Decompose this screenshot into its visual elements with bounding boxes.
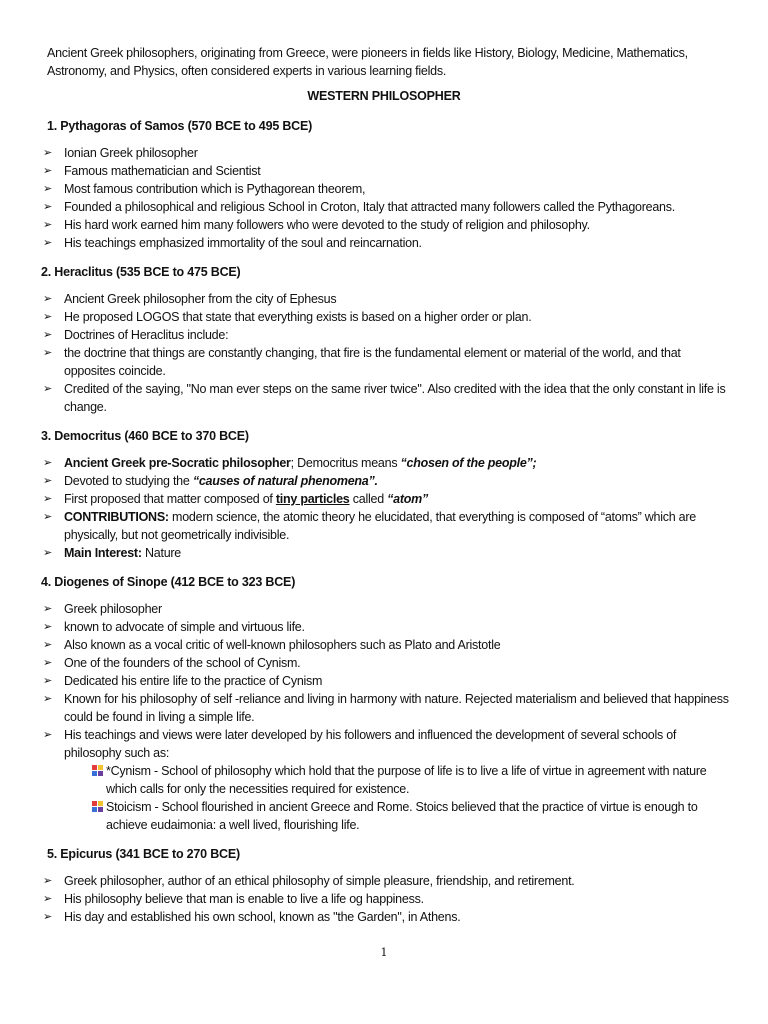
- list-item: ➢ Ancient Greek philosopher from the city of Ephesus: [43, 292, 337, 306]
- bullet-list: [41, 454, 731, 562]
- sub-list-item: Stoicism - School flourished in ancient Greece and Rome. Stoics believed that the practice of virtue is enough to achieve eudaimonia: a well lived, flourishing life.: [64, 798, 731, 834]
- list-item: ➢ Ancient Greek pre-Socratic philosopher; Democritus means “chosen of the people”;: [43, 456, 537, 470]
- intro-paragraph: Ancient Greek philosophers, originating from Greece, were pioneers in fields like History, Biology, Medicine, Mathematics, Astronomy, and Physics, often considered experts in various learning fields.: [47, 46, 688, 78]
- arrow-bullet-icon: ➢: [43, 165, 52, 177]
- list-item: ➢ Dedicated his entire life to the practice of Cynism: [43, 674, 323, 688]
- arrow-bullet-icon: ➢: [43, 475, 52, 487]
- list-item: ➢ His day and established his own school, known as "the Garden", in Athens.: [43, 910, 461, 924]
- arrow-bullet-icon: ➢: [43, 547, 52, 559]
- section-heading: 5. Epicurus (341 BCE to 270 BCE): [47, 847, 240, 861]
- list-item: ➢ First proposed that matter composed of tiny particles called “atom”: [43, 492, 428, 506]
- arrow-bullet-icon: ➢: [43, 893, 52, 905]
- list-item: ➢ Famous mathematician and Scientist: [43, 164, 261, 178]
- list-item: ➢ He proposed LOGOS that state that everything exists is based on a higher order or plan.: [43, 310, 532, 324]
- list-item: ➢ Founded a philosophical and religious School in Croton, Italy that attracted many followers called the Pythagoreans.: [43, 200, 675, 214]
- document-title: WESTERN PHILOSOPHER: [307, 89, 461, 103]
- quadrant-bullet-icon: [92, 765, 103, 776]
- list-item: ➢ Most famous contribution which is Pythagorean theorem,: [43, 182, 366, 196]
- arrow-bullet-icon: ➢: [43, 383, 52, 395]
- list-item: ➢ the doctrine that things are constantly changing, that fire is the fundamental element or material of the world, and that opposites coincide.: [43, 346, 681, 378]
- list-item: ➢ CONTRIBUTIONS: modern science, the atomic theory he elucidated, that everything is composed of “atoms” which are physically, but not geometrically indivisible.: [43, 510, 696, 542]
- list-item: ➢ Main Interest: Nature: [43, 546, 182, 560]
- arrow-bullet-icon: ➢: [43, 657, 52, 669]
- page-number: 1: [380, 946, 388, 959]
- list-item: ➢ Known for his philosophy of self -reliance and living in harmony with nature. Rejected materialism and believed that happiness could be found in living a simple life.: [43, 692, 729, 724]
- arrow-bullet-icon: ➢: [43, 911, 52, 923]
- sub-bullet-list: [64, 762, 731, 834]
- arrow-bullet-icon: ➢: [43, 693, 52, 705]
- list-item: ➢ His teachings and views were later developed by his followers and influenced the development of several schools of philosophy such as: *Cynism - School of philosophy which hold that the purpose of life is to live a life of virtue in agreement with nature which calls for only the necessities required for existence. Stoicism - School flourished in ancient Greece and Rome. Stoics believed that the practice of virtue is enough to achieve eudaimonia: a well lived, flourishing life.: [41, 726, 731, 834]
- arrow-bullet-icon: ➢: [43, 183, 52, 195]
- list-item: ➢ His philosophy believe that man is enable to live a life og happiness.: [43, 892, 424, 906]
- section-democritus: [41, 428, 731, 562]
- arrow-bullet-icon: ➢: [43, 311, 52, 323]
- arrow-bullet-icon: ➢: [43, 639, 52, 651]
- arrow-bullet-icon: ➢: [43, 329, 52, 341]
- section-epicurus: [41, 846, 731, 926]
- section-pythagoras: [41, 118, 731, 252]
- arrow-bullet-icon: ➢: [43, 493, 52, 505]
- bullet-list: [41, 872, 731, 926]
- list-item: ➢ Devoted to studying the “causes of natural phenomena”.: [43, 474, 378, 488]
- arrow-bullet-icon: ➢: [43, 201, 52, 213]
- arrow-bullet-icon: ➢: [43, 729, 52, 741]
- arrow-bullet-icon: ➢: [43, 219, 52, 231]
- bullet-list: [41, 600, 731, 834]
- section-heraclitus: [41, 264, 731, 416]
- arrow-bullet-icon: ➢: [43, 603, 52, 615]
- section-heading: 1. Pythagoras of Samos (570 BCE to 495 BCE): [47, 119, 313, 133]
- arrow-bullet-icon: ➢: [43, 147, 52, 159]
- list-item: ➢ Greek philosopher: [43, 602, 162, 616]
- section-heading: 3. Democritus (460 BCE to 370 BCE): [41, 429, 249, 443]
- arrow-bullet-icon: ➢: [43, 293, 52, 305]
- list-item: ➢ Greek philosopher, author of an ethical philosophy of simple pleasure, friendship, and retirement.: [43, 874, 575, 888]
- bullet-list: [41, 144, 731, 252]
- list-item: ➢ Ionian Greek philosopher: [43, 146, 198, 160]
- list-item: ➢ Credited of the saying, "No man ever steps on the same river twice". Also credited with the idea that the only constant in life is change.: [43, 382, 726, 414]
- arrow-bullet-icon: ➢: [43, 237, 52, 249]
- bullet-list: [41, 290, 731, 416]
- arrow-bullet-icon: ➢: [43, 511, 52, 523]
- list-item: ➢ His hard work earned him many followers who were devoted to the study of religion and philosophy.: [43, 218, 590, 232]
- section-heading: 2. Heraclitus (535 BCE to 475 BCE): [41, 265, 241, 279]
- arrow-bullet-icon: ➢: [43, 621, 52, 633]
- section-heading: 4. Diogenes of Sinope (412 BCE to 323 BCE): [41, 575, 296, 589]
- list-item: ➢ known to advocate of simple and virtuous life.: [43, 620, 305, 634]
- sub-list-item: *Cynism - School of philosophy which hold that the purpose of life is to live a life of virtue in agreement with nature which calls for only the necessities required for existence.: [64, 762, 731, 798]
- quadrant-bullet-icon: [92, 801, 103, 812]
- arrow-bullet-icon: ➢: [43, 875, 52, 887]
- section-diogenes: [41, 574, 731, 834]
- arrow-bullet-icon: ➢: [43, 457, 52, 469]
- arrow-bullet-icon: ➢: [43, 347, 52, 359]
- list-item: ➢ Doctrines of Heraclitus include:: [43, 328, 229, 342]
- arrow-bullet-icon: ➢: [43, 675, 52, 687]
- list-item: ➢ One of the founders of the school of Cynism.: [43, 656, 301, 670]
- list-item: ➢ Also known as a vocal critic of well-known philosophers such as Plato and Aristotle: [43, 638, 501, 652]
- list-item: ➢ His teachings emphasized immortality of the soul and reincarnation.: [43, 236, 422, 250]
